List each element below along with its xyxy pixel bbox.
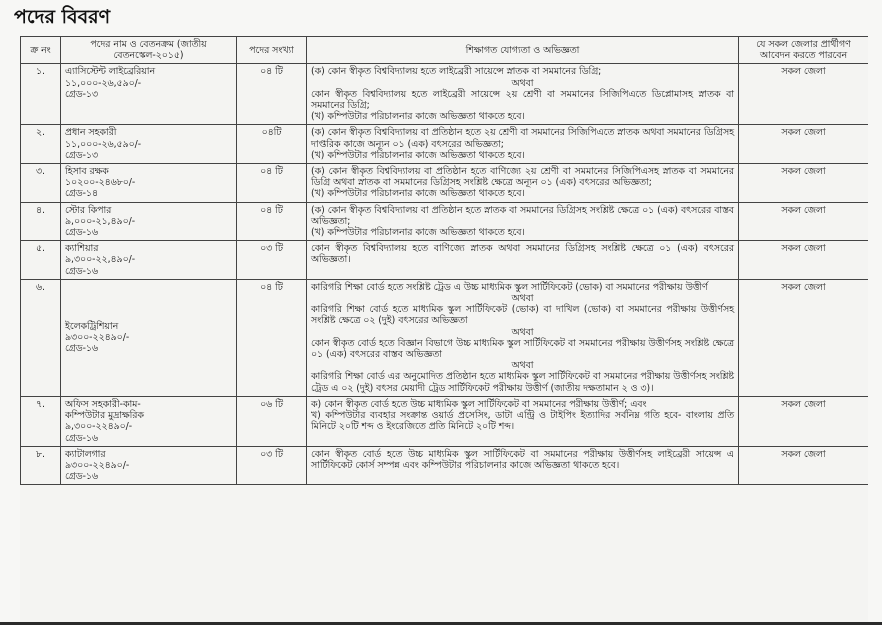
districts-cell: সকল জেলা bbox=[739, 202, 869, 241]
districts-cell: সকল জেলা bbox=[739, 125, 869, 164]
requirement-line: কোন স্বীকৃত বোর্ড হতে বিজ্ঞান বিভাগে উচ্চ মাধ্যমিক স্কুল সার্টিফিকেট বা সমমানের পরীক্ষায় উত্তীর্ণসহ সংশ্লিষ্ট ক্ষেত্রে ০১ (এক) বৎসরের বাস্তব অভিজ্ঞতা bbox=[311, 337, 734, 361]
post-line: ক্যাটালগার bbox=[65, 448, 106, 460]
page-title: পদের বিবরণ bbox=[14, 6, 111, 28]
table-row bbox=[21, 202, 869, 241]
requirement-line: (ক) কোন স্বীকৃত বিশ্ববিদ্যালয় বা প্রতিষ্ঠান হতে ২য় শ্রেণী বা সমমানের সিজিপিএতে স্নাতক অথবা সমমানের ডিগ্রিসহ দাপ্তরিক কাজে অন্যূন ০১ (এক) বৎসরের অভিজ্ঞতা; bbox=[311, 127, 734, 150]
header-count: পদের সংখ্যা bbox=[237, 37, 307, 64]
or-separator: অথবা bbox=[511, 293, 534, 305]
serial-cell: ১. bbox=[21, 64, 61, 125]
post-line: ৯৩০০-২২৪৯০/- bbox=[65, 332, 130, 344]
or-separator: অথবা bbox=[511, 326, 534, 338]
requirement-line: (ক) কোন স্বীকৃত বিশ্ববিদ্যালয় বা প্রতিষ্ঠান হতে বাণিজ্যে ২য় শ্রেণী বা সমমানের সিজিপিএসহ স্নাতক বা সমমানের ডিগ্রি অথবা স্নাতক বা সমমানের ডিগ্রিসহ সংশ্লিষ্ট ক্ষেত্রে অন্যূন ০১ (এক) বৎসরের অভিজ্ঞতা; bbox=[311, 166, 734, 189]
table-row bbox=[21, 396, 869, 446]
districts-cell: সকল জেলা bbox=[739, 279, 869, 396]
post-cell bbox=[61, 446, 237, 485]
requirement-line: (ক) কোন স্বীকৃত বিশ্ববিদ্যালয় হতে লাইব্রেরী সায়েন্সে স্নাতক বা সমমানের ডিগ্রি; bbox=[311, 66, 602, 78]
post-count-cell: ০৪ টি bbox=[237, 279, 307, 396]
requirements-cell bbox=[307, 64, 739, 125]
requirement-line: কোন স্বীকৃত বিশ্ববিদ্যালয় হতে বাণিজ্যে স্নাতক অথবা সমমানের ডিগ্রিসহ সংশ্লিষ্ট ক্ষেত্রে ০১ (এক) বৎসরের অভিজ্ঞতা। bbox=[311, 243, 734, 266]
post-cell bbox=[61, 164, 237, 203]
requirement-line: (ক) কোন স্বীকৃত বিশ্ববিদ্যালয় বা প্রতিষ্ঠান হতে স্নাতক বা সমমানের ডিগ্রিসহ সংশ্লিষ্ট ক্ষেত্রে ০১ (এক) বৎসরের বাস্তব অভিজ্ঞতা; bbox=[311, 204, 734, 227]
requirements-cell bbox=[307, 125, 739, 164]
post-count-cell: ০৪ টি bbox=[237, 64, 307, 125]
header-districts: যে সকল জেলার প্রার্থীগণ আবেদন করতে পারবেন bbox=[739, 37, 869, 64]
post-cell bbox=[61, 125, 237, 164]
post-line: ৯৩০০-২২৪৯০/- bbox=[65, 459, 130, 471]
table-row bbox=[21, 241, 869, 280]
post-line: ইলেকট্রিশিয়ান bbox=[65, 321, 119, 333]
districts-cell: সকল জেলা bbox=[739, 241, 869, 280]
serial-cell: ৮. bbox=[21, 446, 61, 485]
requirements-cell bbox=[307, 279, 739, 396]
post-line: গ্রেড-১৩ bbox=[65, 88, 99, 100]
requirement-line: কারিগরি শিক্ষা বোর্ড হতে মাধ্যমিক স্কুল সার্টিফিকেট (ভোক) বা দাখিল (ভোক) বা সমমানের পরীক্ষায় উত্তীর্ণসহ সংশ্লিষ্ট ক্ষেত্রে ০২ (দুই) বৎসরের অভিজ্ঞতা bbox=[311, 304, 734, 327]
post-line: কম্পিউটার মুদ্রাক্ষরিক bbox=[65, 410, 144, 422]
post-count-cell: ০৩ টি bbox=[237, 241, 307, 280]
post-cell bbox=[61, 279, 237, 396]
requirement-line: (খ) কম্পিউটার পরিচালনার কাজে অভিজ্ঞতা থাকতে হবে। bbox=[311, 227, 525, 239]
post-line: গ্রেড-১৬ bbox=[65, 471, 99, 483]
requirements-cell bbox=[307, 241, 739, 280]
serial-cell: ৭. bbox=[21, 396, 61, 446]
serial-cell: ৩. bbox=[21, 164, 61, 203]
post-line: গ্রেড-১৬ bbox=[65, 432, 99, 444]
districts-cell: সকল জেলা bbox=[739, 64, 869, 125]
post-line: ১১,০০০-২৬,৫৯০/- bbox=[65, 77, 142, 89]
post-line: ১১,০০০-২৬,৫৯০/- bbox=[65, 138, 142, 150]
post-line: স্টোর কিপার bbox=[65, 204, 112, 216]
or-separator: অথবা bbox=[511, 77, 534, 89]
requirement-line: (খ) কম্পিউটার পরিচালনার কাজে অভিজ্ঞতা থাকতে হবে। bbox=[311, 188, 525, 200]
requirement-line: কারিগরি শিক্ষা বোর্ড এর অনুমোদিত প্রতিষ্ঠান হতে মাধ্যমিক স্কুল সার্টিফিকেট বা সমমানের পরীক্ষায় উত্তীর্ণসহ সংশ্লিষ্ট ট্রেড এ ০২ (দুই) বৎসর মেয়াদী ট্রেড সার্টিফিকেট পরীক্ষায় উত্তীর্ণ (জাতীয় দক্ষতামান ২ ও ৩)। bbox=[311, 371, 734, 394]
header-sl: ক্র নং bbox=[21, 37, 61, 64]
table-row bbox=[21, 446, 869, 485]
requirement-line: কোন স্বীকৃত বিশ্ববিদ্যালয় হতে লাইব্রেরী সায়েন্সে ২য় শ্রেণী বা সমমানের সিজিপিএতে ডিপ্লোমাসহ স্নাতক বা সমমানের ডিগ্রি; bbox=[311, 88, 734, 112]
table-row bbox=[21, 125, 869, 164]
requirement-line: ক) কোন স্বীকৃত বোর্ড হতে উচ্চ মাধ্যমিক স্কুল সার্টিফিকেট বা সমমানের পরীক্ষায় উত্তীর্ণ; এবং bbox=[311, 398, 647, 410]
post-cell bbox=[61, 396, 237, 446]
requirements-cell bbox=[307, 396, 739, 446]
post-count-cell: ০৪টি bbox=[237, 125, 307, 164]
post-cell bbox=[61, 64, 237, 125]
post-line: হিসাব রক্ষক bbox=[65, 166, 109, 178]
table-row bbox=[21, 64, 869, 125]
districts-cell: সকল জেলা bbox=[739, 164, 869, 203]
requirement-line: কারিগরি শিক্ষা বোর্ড হতে সংশ্লিষ্ট ট্রেড এ উচ্চ মাধ্যমিক স্কুল সার্টিফিকেট (ভোক) বা সমমানের পরীক্ষায় উত্তীর্ণ bbox=[311, 281, 708, 293]
post-line: গ্রেড-১৬ bbox=[65, 227, 99, 239]
requirement-line: (খ) কম্পিউটার পরিচালনার কাজে অভিজ্ঞতা থাকতে হবে। bbox=[311, 149, 525, 161]
post-count-cell: ০৬ টি bbox=[237, 396, 307, 446]
header-post: পদের নাম ও বেতনক্রম (জাতীয় বেতনস্কেল-২০১৫) bbox=[61, 37, 237, 64]
post-line: গ্রেড-১৪ bbox=[65, 188, 98, 200]
post-line: ১০২০০-২৪৬৮০/- bbox=[65, 177, 136, 189]
post-line: ৯,৩০০-২২,৪৯০/- bbox=[65, 254, 136, 266]
table-row bbox=[21, 164, 869, 203]
post-line: গ্রেড-১৬ bbox=[65, 343, 99, 355]
post-line: প্রধান সহকারী bbox=[65, 127, 117, 139]
requirements-cell bbox=[307, 202, 739, 241]
or-separator: অথবা bbox=[511, 360, 534, 372]
post-line: গ্রেড-১৩ bbox=[65, 149, 99, 161]
post-line: এ্যাসিস্টেন্ট লাইব্রেরিয়ান bbox=[65, 66, 156, 78]
job-notice-image bbox=[20, 36, 868, 622]
post-cell bbox=[61, 241, 237, 280]
posts-table bbox=[20, 36, 868, 485]
districts-cell: সকল জেলা bbox=[739, 446, 869, 485]
serial-cell: ৬. bbox=[21, 279, 61, 396]
post-count-cell: ০৪ টি bbox=[237, 164, 307, 203]
requirements-cell bbox=[307, 164, 739, 203]
requirement-line: খ) কম্পিউটার ব্যবহার সংক্রান্ত ওয়ার্ড প্রসেসিং, ডাটা এন্ট্রি ও টাইপিং ইত্যাদির সর্বনিম্ন গতি হবে- বাংলায় প্রতি মিনিটে ২০টি শব্দ ও ইংরেজিতে প্রতি মিনিটে ২০টি শব্দ। bbox=[311, 410, 734, 433]
requirement-line: কোন স্বীকৃত বোর্ড হতে উচ্চ মাধ্যমিক স্কুল সার্টিফিকেট বা সমমানের পরীক্ষায় উত্তীর্ণসহ লাইব্রেরী সায়েন্স এ সার্টিফিকেট কোর্স সম্পন্ন এবং কম্পিউটার পরিচালনার কাজে অভিজ্ঞতা থাকতে হবে। bbox=[311, 448, 734, 471]
header-requirements: শিক্ষাগত যোগ্যতা ও অভিজ্ঞতা bbox=[307, 37, 739, 64]
post-cell bbox=[61, 202, 237, 241]
post-count-cell: ০৪ টি bbox=[237, 202, 307, 241]
serial-cell: ২. bbox=[21, 125, 61, 164]
table-row bbox=[21, 279, 869, 396]
post-line: গ্রেড-১৬ bbox=[65, 265, 99, 277]
post-line: ৯,৩০০-২২৪৯০/- bbox=[65, 421, 133, 433]
serial-cell: ৫. bbox=[21, 241, 61, 280]
post-line: ক্যাশিয়ার bbox=[65, 243, 99, 255]
districts-cell: সকল জেলা bbox=[739, 396, 869, 446]
post-line: ৯,০০০-২১,৪৯০/- bbox=[65, 215, 136, 227]
requirement-line: (খ) কম্পিউটার পরিচালনার কাজে অভিজ্ঞতা থাকতে হবে। bbox=[311, 111, 525, 123]
post-line: অফিস সহকারী-কাম- bbox=[65, 398, 141, 410]
requirements-cell bbox=[307, 446, 739, 485]
serial-cell: ৪. bbox=[21, 202, 61, 241]
table-header-row bbox=[21, 37, 869, 64]
post-count-cell: ০৩ টি bbox=[237, 446, 307, 485]
